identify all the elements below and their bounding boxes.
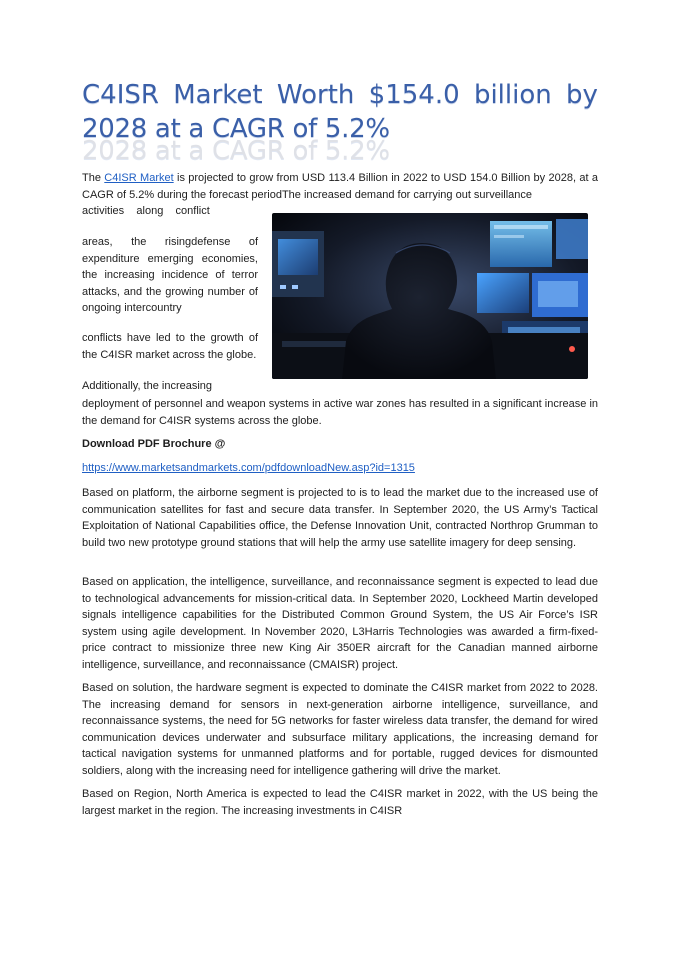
application-paragraph: Based on application, the intelligence, surveillance, and reconnaissance segment is expected to lead due to technological advancements for mission-critical data. In September 2020, Lockheed Martin developed signals intelligence capabilities for the Distributed Common Ground System, the US Air Force’s ISR system using agile development. In November 2020, L3Harris Technologies was awarded a firm-fixed- price contract to missionize three new King Air 350ER aircraft for the Canadian manned airborne intelligence, surveillance, and reconnaissance (CMAISR) project.: [82, 576, 598, 671]
intro-wrap-block-1: areas, the risingdefense of expenditure emerging economies, the increasing incidence of terror attacks, and the growing number of ongoing intercountry: [82, 236, 258, 314]
title-line-2-text: 2028 at a CAGR of 5.2%: [82, 114, 390, 144]
title-word: Worth: [276, 80, 355, 110]
solution-paragraph: Based on solution, the hardware segment is expected to dominate the C4ISR market from 2022 to 2028. The increasing demand for sensors in next-generation airborne intelligence, surveillance, and reconnaissance systems, the need for 5G networks for faster wireless data transfer, the demand for wired communication devices underwater and subsurface military applications, the increasing demand for tactical navigation systems for unmanned platforms and for portable, rugged devices for dismounted soldiers, along with the increasing need for intelligence gathering will drive the market.: [82, 682, 598, 777]
title-word: Market: [173, 80, 263, 110]
control-room-image: [272, 213, 588, 379]
intro-text-post: is projected to grow from USD 113.4 Billion in 2022 to USD 154.0 Billion by 2028, at a CAGR of 5.2% during the forecast periodThe increased demand for carrying out surveillance: [82, 172, 598, 201]
title-word: by: [566, 80, 598, 110]
title-reflection: 2028 at a CAGR of 5.2%: [82, 136, 390, 166]
title-line-2: [82, 112, 598, 166]
title-line-1: [82, 78, 598, 112]
intro-paragraph: [82, 170, 598, 203]
download-heading: Download PDF Brochure @: [82, 438, 226, 450]
title-word: $154.0: [368, 80, 460, 110]
control-room-illustration: [272, 213, 588, 379]
intro-wrap-block-3: Additionally, the increasing: [82, 380, 213, 392]
intro-wrap-line-1: activities along conflict: [82, 205, 210, 217]
title-word: billion: [473, 80, 552, 110]
title-block: [82, 78, 598, 166]
brochure-download-link[interactable]: https://www.marketsandmarkets.com/pdfdownloadNew.asp?id=1315: [82, 462, 415, 474]
intro-wrap-block-2: conflicts have led to the growth of the C4ISR market across the globe.: [82, 332, 258, 361]
page-title: [82, 78, 598, 166]
download-url-line: [82, 460, 598, 477]
c4isr-market-link[interactable]: C4ISR Market: [104, 172, 174, 184]
intro-text-pre: The: [82, 172, 105, 184]
region-paragraph: Based on Region, North America is expected to lead the C4ISR market in 2022, with the US being the largest market in the region. The increasing investments in C4ISR: [82, 788, 598, 817]
title-word: C4ISR: [82, 80, 159, 110]
platform-paragraph: Based on platform, the airborne segment is projected to is to lead the market due to the increased use of communication satellites for fast and secure data transfer. In September 2020, the US Army’s Tactical Exploitation of National Capabilities office, the Defense Innovation Unit, contracted Northrop Grumman to build two new prototype ground stations that will help the army use satellite imagery for deep sensing.: [82, 487, 598, 549]
intro-tail: deployment of personnel and weapon systems in active war zones has resulted in a significant increase in the demand for C4ISR systems across the globe.: [82, 398, 598, 427]
